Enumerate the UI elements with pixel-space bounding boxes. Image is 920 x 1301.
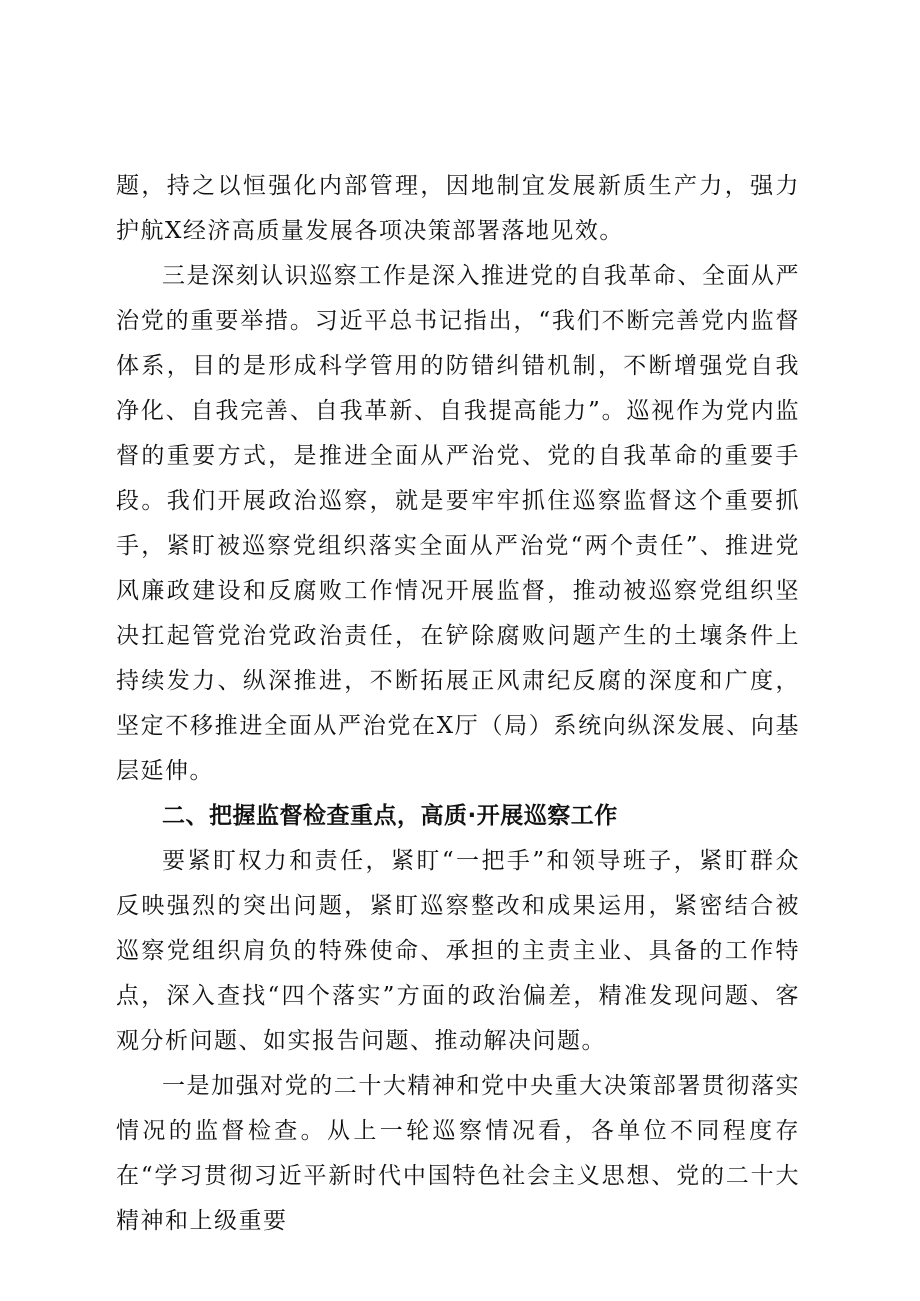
- section-heading-two: 二、把握监督检查重点，高质·开展巡察工作: [162, 803, 618, 829]
- document-body: [116, 164, 800, 1244]
- paragraph-continuation: 题，持之以恒强化内部管理，因地制宜发展新质生产力，强力护航X经济高质量发展各项决策部署落地见效。: [116, 173, 800, 244]
- paragraph-supervision-focus: 要紧盯权力和责任，紧盯“一把手”和领导班子，紧盯群众反映强烈的突出问题，紧盯巡察整改和成果运用，紧密结合被巡察党组织肩负的特殊使命、承担的主责主业、具备的工作特点，深入查找“四个落实”方面的政治偏差，精准发现问题、客观分析问题、如实报告问题、推动解决问题。: [116, 848, 800, 1054]
- paragraph-inspection-significance: 三是深刻认识巡察工作是深入推进党的自我革命、全面从严治党的重要举措。习近平总书记指出，“我们不断完善党内监督体系，目的是形成科学管用的防错纠错机制，不断增强党自我净化、自我完善、自我革新、自我提高能力”。巡视作为党内监督的重要方式，是推进全面从严治党、党的自我革命的重要手段。我们开展政治巡察，就是要牢牢抓住巡察监督这个重要抓手，紧盯被巡察党组织落实全面从严治党“两个责任”、推进党风廉政建设和反腐败工作情况开展监督，推动被巡察党组织坚决扛起管党治党政治责任，在铲除腐败问题产生的土壤条件上持续发力、纵深推进，不断拓展正风肃纪反腐的深度和广度，坚定不移推进全面从严治党在X厅（局）系统向纵深发展、向基层延伸。: [116, 263, 800, 784]
- paragraph-point-one: 一是加强对党的二十大精神和党中央重大决策部署贯彻落实情况的监督检查。从上一轮巡察情况看，各单位不同程度存在“学习贯彻习近平新时代中国特色社会主义思想、党的二十大精神和上级重要: [116, 1073, 800, 1234]
